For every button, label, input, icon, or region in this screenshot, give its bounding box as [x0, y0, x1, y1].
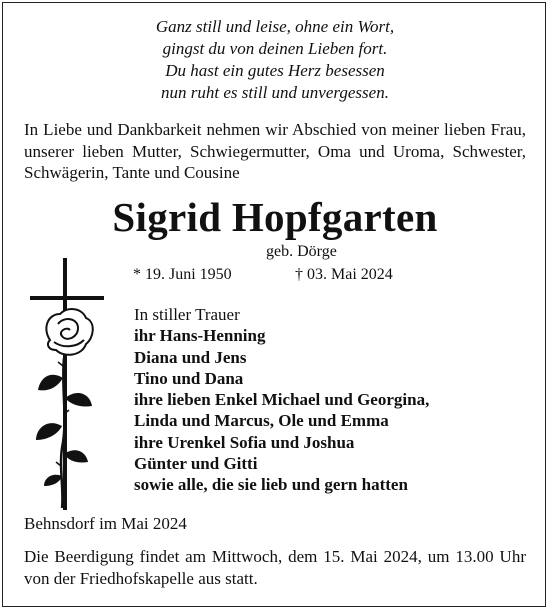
birth-date: * 19. Juni 1950 [133, 266, 232, 283]
mourner-line: Diana und Jens [134, 347, 247, 367]
cross-with-rose-icon [28, 258, 110, 510]
mourners-lead: In stiller Trauer [134, 305, 240, 324]
memorial-poem [0, 16, 550, 104]
funeral-details: Die Beerdigung findet am Mittwoch, dem 15. Mai 2024, um 13.00 Uhr von der Friedhofskapelle aus statt. [24, 547, 526, 588]
mourner-line: ihre Urenkel Sofia und Joshua [134, 432, 355, 452]
place-and-date: Behnsdorf im Mai 2024 [24, 514, 187, 533]
mourner-line: ihr Hans-Henning [134, 326, 266, 346]
poem-line: Ganz still und leise, ohne ein Wort, [155, 17, 395, 36]
mourners-list [134, 304, 429, 496]
poem-line: Du hast ein gutes Herz besessen [165, 61, 385, 80]
farewell-intro: In Liebe und Dankbarkeit nehmen wir Abschied von meiner lieben Frau, unserer lieben Mutter, Schwiegermutter, Oma und Uroma, Schwester, Schwägerin, Tante und Cousine [24, 120, 526, 182]
life-dates [133, 264, 393, 286]
mourner-line: Linda und Marcus, Ole und Emma [134, 411, 389, 431]
mourner-line: Tino und Dana [134, 368, 244, 388]
mourner-line: ihre lieben Enkel Michael und Georgina, [134, 390, 430, 410]
poem-line: gingst du von deinen Lieben fort. [162, 39, 388, 58]
death-date: † 03. Mai 2024 [295, 266, 393, 283]
deceased-name: Sigrid Hopfgarten [112, 194, 438, 240]
mourner-line: sowie alle, die sie lieb und gern hatten [134, 475, 408, 495]
birth-name: geb. Dörge [266, 243, 337, 260]
mourner-line: Günter und Gitti [134, 454, 258, 474]
poem-line: nun ruht es still und unvergessen. [161, 83, 389, 102]
